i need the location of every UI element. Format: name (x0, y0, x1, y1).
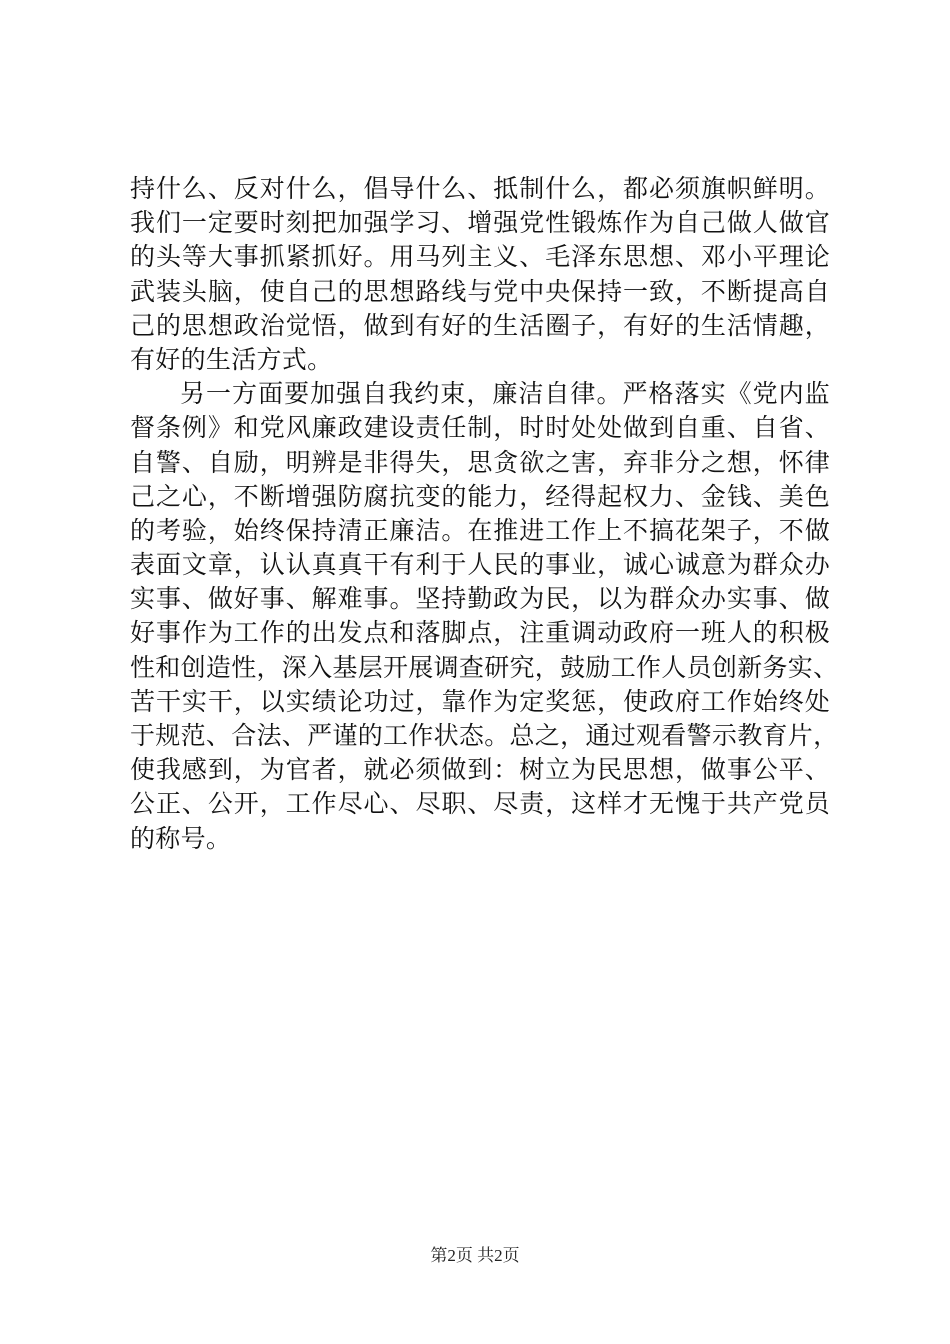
text-line: 好事作为工作的出发点和落脚点，注重调动政府一班人的积极 (130, 618, 830, 648)
text-line: 实事、做好事、解难事。坚持勤政为民，以为群众办实事、做 (130, 584, 830, 614)
text-line: 的头等大事抓紧抓好。用马列主义、毛泽东思想、邓小平理论 (130, 242, 830, 272)
text-line: 我们一定要时刻把加强学习、增强党性锻炼作为自己做人做官 (130, 208, 830, 238)
text-line: 督条例》和党风廉政建设责任制，时时处处做到自重、自省、 (130, 413, 830, 443)
text-line: 于规范、合法、严谨的工作状态。总之，通过观看警示教育片， (130, 721, 839, 750)
text-line: 公正、公开，工作尽心、尽职、尽责，这样才无愧于共产党员 (130, 789, 830, 819)
text-line: 持什么、反对什么，倡导什么、抵制什么，都必须旗帜鲜明。 (130, 174, 830, 203)
text-line: 的称号。 (130, 823, 232, 853)
text-line: 有好的生活方式。 (130, 344, 333, 374)
document-body (130, 172, 839, 856)
text-line: 使我感到，为官者，就必须做到：树立为民思想，做事公平、 (130, 755, 830, 785)
text-line: 武装头脑，使自己的思想路线与党中央保持一致，不断提高自 (130, 276, 830, 306)
text-line: 自警、自励，明辨是非得失，思贪欲之害，弃非分之想，怀律 (130, 447, 830, 477)
text-line: 的考验，始终保持清正廉洁。在推进工作上不搞花架子，不做 (130, 515, 830, 545)
text-line: 表面文章，认认真真干有利于人民的事业，诚心诚意为群众办 (130, 550, 830, 580)
text-line: 己的思想政治觉悟，做到有好的生活圈子，有好的生活情趣， (130, 310, 830, 340)
page-number-footer: 第2页 共2页 (430, 1246, 520, 1265)
text-line: 苦干实干，以实绩论功过，靠作为定奖惩，使政府工作始终处 (130, 686, 830, 716)
text-line: 己之心，不断增强防腐抗变的能力，经得起权力、金钱、美色 (130, 481, 830, 511)
paragraph-first-line: 另一方面要加强自我约束，廉洁自律。严格落实《党内监 (180, 379, 830, 409)
text-line: 性和创造性，深入基层开展调查研究，鼓励工作人员创新务实、 (130, 652, 839, 682)
